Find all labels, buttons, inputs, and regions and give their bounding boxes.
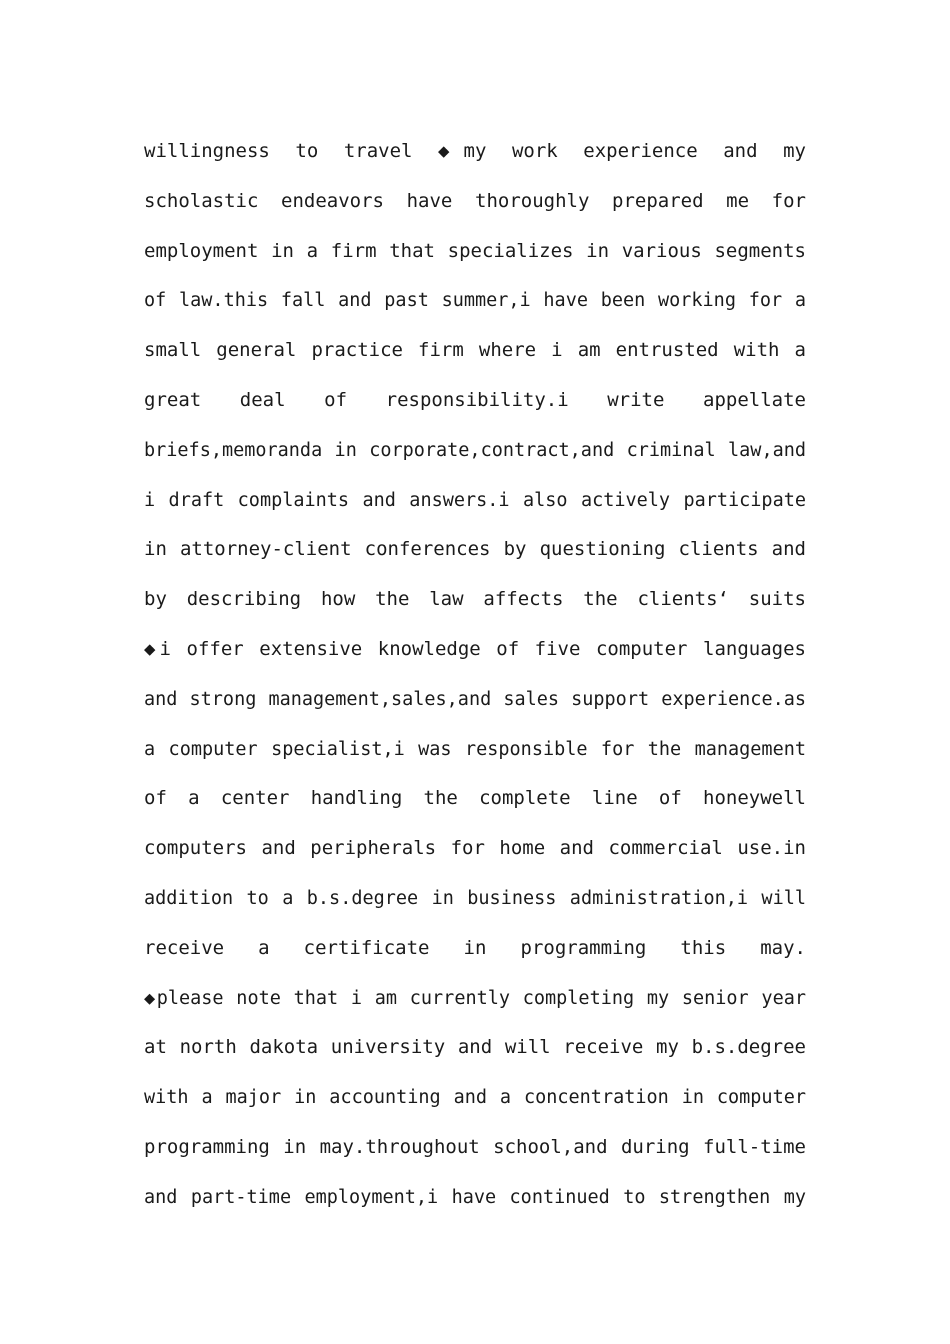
text-line-2: scholastic endeavors have thoroughly prepared me for bbox=[144, 189, 806, 212]
text-line-3: employment in a firm that specializes in various segments bbox=[144, 239, 806, 262]
text-line-10: by describing how the law affects the clients‘ suits bbox=[144, 588, 806, 611]
text-line-11: ◆i offer extensive knowledge of five computer languages bbox=[144, 637, 806, 660]
text-line-18: ◆please note that i am currently completing my senior year bbox=[144, 987, 806, 1009]
text-line-6: great deal of responsibility.i write appellate bbox=[144, 388, 806, 411]
text-line-21: programming in may.throughout school,and during full-time bbox=[144, 1135, 806, 1158]
text-line-12: and strong management,sales,and sales support experience.as bbox=[144, 688, 806, 710]
text-line-7: briefs,memoranda in corporate,contract,and criminal law,and bbox=[144, 439, 806, 461]
text-line-8: i draft complaints and answers.i also actively participate bbox=[144, 489, 806, 511]
text-line-9: in attorney-client conferences by questioning clients and bbox=[144, 538, 806, 561]
text-line-19: at north dakota university and will receive my b.s.degree bbox=[144, 1036, 806, 1059]
body-text bbox=[144, 127, 806, 1223]
text-line-20: with a major in accounting and a concentration in computer bbox=[144, 1087, 806, 1109]
text-line-1: willingness to travel ◆my work experience and my bbox=[144, 140, 806, 162]
text-line-22: and part-time employment,i have continued to strengthen my bbox=[144, 1186, 806, 1208]
text-line-15: computers and peripherals for home and commercial use.in bbox=[144, 837, 806, 860]
text-line-13: a computer specialist,i was responsible for the management bbox=[144, 738, 806, 760]
text-line-16: addition to a b.s.degree in business administration,i will bbox=[144, 887, 806, 909]
text-line-5: small general practice firm where i am entrusted with a bbox=[144, 339, 806, 362]
text-line-17: receive a certificate in programming this may. bbox=[144, 936, 806, 959]
text-line-14: of a center handling the complete line of honeywell bbox=[144, 787, 806, 810]
text-line-4: of law.this fall and past summer,i have been working for a bbox=[144, 290, 806, 312]
